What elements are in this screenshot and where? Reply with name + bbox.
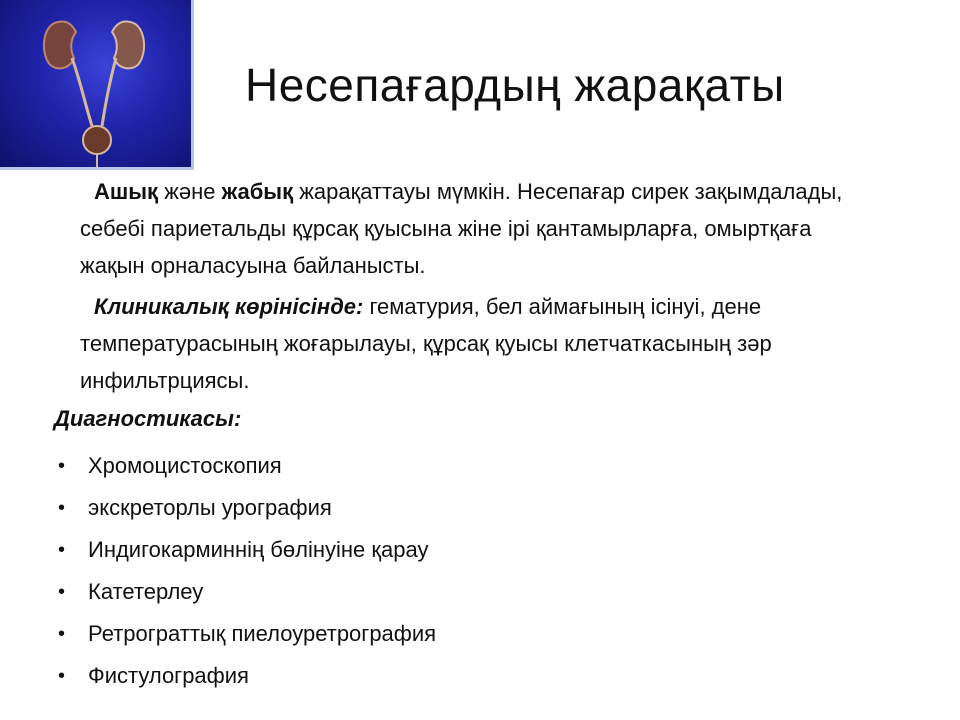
list-item xyxy=(54,445,436,487)
paragraph-clinical xyxy=(80,288,880,399)
bullet-icon: • xyxy=(58,455,66,477)
list-item xyxy=(54,487,436,529)
list-item-text: Ретрограттық пиелоуретрография xyxy=(88,621,437,646)
bullet-icon: • xyxy=(58,665,66,687)
list-item xyxy=(54,655,436,697)
clinical-label: Клиникалық көрінісінде: xyxy=(94,294,364,319)
slide-title: Несепағардың жарақаты xyxy=(245,59,785,111)
list-item-text: Катетерлеу xyxy=(88,579,204,604)
kidneys-ureters-bladder-icon xyxy=(0,0,194,170)
bold-closed: жабық xyxy=(221,179,294,204)
clinical-text: гематурия, бел аймағының ісінуі, дене температурасының жоғарылауы, құрсақ қуысы клетчаткасының зәр инфильтрциясы. xyxy=(80,294,772,393)
paragraph-1-text: жарақаттауы мүмкін. Несепағар сирек зақымдалады, себебі париетальды құрсақ қуысына жіне ірі қантамырларға, омыртқаға жақын орналасуына байланысты. xyxy=(80,179,843,278)
list-item-text: Индигокарминнің бөлінуіне қарау xyxy=(88,537,429,562)
diagnostics-heading: Диагностикасы: xyxy=(54,406,242,431)
diagnostics-list xyxy=(54,445,436,697)
list-item-text: экскреторлы урография xyxy=(88,495,332,520)
text-and: және xyxy=(158,179,222,204)
urinary-system-illustration xyxy=(0,0,194,170)
list-item-text: Фистулография xyxy=(88,663,249,688)
list-item xyxy=(54,529,436,571)
list-item-text: Хромоцистоскопия xyxy=(88,453,282,478)
list-item xyxy=(54,571,436,613)
paragraph-injury-types xyxy=(80,173,880,284)
list-item xyxy=(54,613,436,655)
bullet-icon: • xyxy=(58,539,66,561)
bold-open: Ашық xyxy=(94,179,159,204)
bullet-icon: • xyxy=(58,623,66,645)
bullet-icon: • xyxy=(58,497,66,519)
bullet-icon: • xyxy=(58,581,66,603)
